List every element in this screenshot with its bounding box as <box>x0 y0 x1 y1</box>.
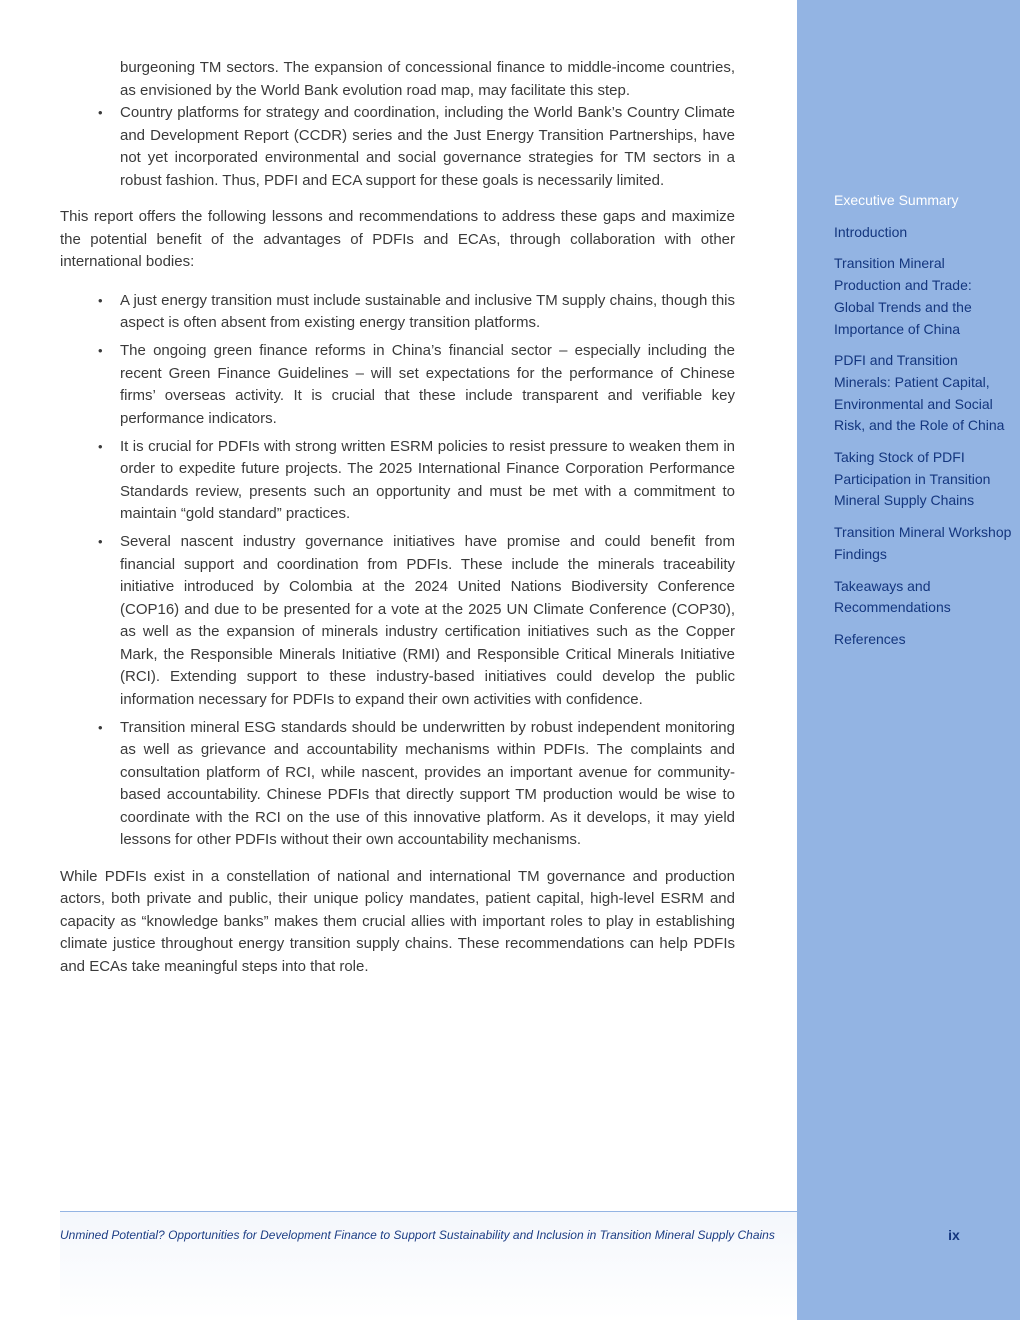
list-item: • Several nascent industry governance initiatives have promise and could benefit from financial support and coordination from PDFIs. These include the minerals traceability initiative introduced by Colombia at the 2024 United Nations Biodiversity Conference (COP16) and due to be presented for a vote at the 2025 UN Climate Conference (COP30), as well as the expansion of minerals industry certification initiatives such as the Copper Mark, the Responsible Minerals Initiative (RMI) and Responsible Critical Minerals Initiative (RCI). Extending support to these industry-based initiatives could develop the public information necessary for PDFIs to expand their own activities with confidence. <box>120 531 735 711</box>
footer-report-title: Unmined Potential? Opportunities for Development Finance to Support Sustainability and Inclusion in Transition Mineral Supply Chains <box>60 1228 775 1242</box>
list-item: • Country platforms for strategy and coordination, including the World Bank’s Country Climate and Development Report (CCDR) series and the Just Energy Transition Partnerships, have not yet incorporated environmental and social governance strategies for TM sectors in a robust fashion. Thus, PDFI and ECA support for these goals is necessarily limited. <box>120 102 735 192</box>
intro-paragraph: This report offers the following lessons and recommendations to address these gaps and maximize the potential benefit of the advantages of PDFIs and ECAs, through collaboration with other international bodies: <box>60 208 735 270</box>
toc-item-pdfi-and-transition-minerals[interactable]: PDFI and Transition Minerals: Patient Capital, Environmental and Social Risk, and the Role of China <box>834 352 1005 434</box>
list-item: • Transition mineral ESG standards should be underwritten by robust independent monitoring as well as grievance and accountability mechanisms within PDFIs. The complaints and consultation platform of RCI, while nascent, provides an important avenue for community-based accountability. Chinese PDFIs that directly support TM production would be wise to coordinate with the RCI on the use of this innovative platform. As it develops, it may yield lessons for other PDFIs without their own accountability mechanisms. <box>120 717 735 852</box>
toc-item-workshop-findings[interactable]: Transition Mineral Workshop Findings <box>834 524 1012 562</box>
top-bullet-list <box>60 102 735 192</box>
recommendations-list <box>60 290 735 852</box>
closing-paragraph: While PDFIs exist in a constellation of national and international TM governance and production actors, both private and public, their unique policy mandates, patient capital, high-level ESRM and capacity as “knowledge banks” makes them crucial allies with important roles to play in establishing climate justice throughout energy transition supply chains. These recommendations can help PDFIs and ECAs take meaningful steps into that role. <box>60 867 735 975</box>
footer-divider <box>60 1211 797 1212</box>
toc-item-introduction[interactable]: Introduction <box>834 223 908 240</box>
list-item: • A just energy transition must include sustainable and inclusive TM supply chains, though this aspect is often absent from existing energy transition platforms. <box>120 290 735 335</box>
list-item: • The ongoing green finance reforms in China’s financial sector – especially including the recent Green Finance Guidelines – will set expectations for the performance of Chinese firms’ overseas activity. It is crucial that these include transparent and verifiable key performance indicators. <box>120 340 735 430</box>
continuation-text: burgeoning TM sectors. The expansion of concessional finance to middle-income countries, as envisioned by the World Bank evolution road map, may facilitate this step. <box>120 59 735 99</box>
toc-item-taking-stock[interactable]: Taking Stock of PDFI Participation in Transition Mineral Supply Chains <box>834 449 991 509</box>
toc-item-executive-summary[interactable]: Executive Summary <box>834 192 959 208</box>
toc-item-production-and-trade[interactable]: Transition Mineral Production and Trade: Global Trends and the Importance of China <box>834 255 972 337</box>
list-item: • It is crucial for PDFIs with strong written ESRM policies to resist pressure to weaken them in order to expedite future projects. The 2025 International Finance Corporation Performance Standards review, presents such an opportunity and must be met with a commitment to maintain “gold standard” practices. <box>120 436 735 526</box>
sidebar-panel <box>797 0 1020 1320</box>
table-of-contents <box>834 190 1014 661</box>
main-content <box>60 57 735 978</box>
page-number: ix <box>948 1227 960 1243</box>
toc-item-references[interactable]: References <box>834 630 906 647</box>
toc-item-takeaways[interactable]: Takeaways and Recommendations <box>834 577 951 616</box>
